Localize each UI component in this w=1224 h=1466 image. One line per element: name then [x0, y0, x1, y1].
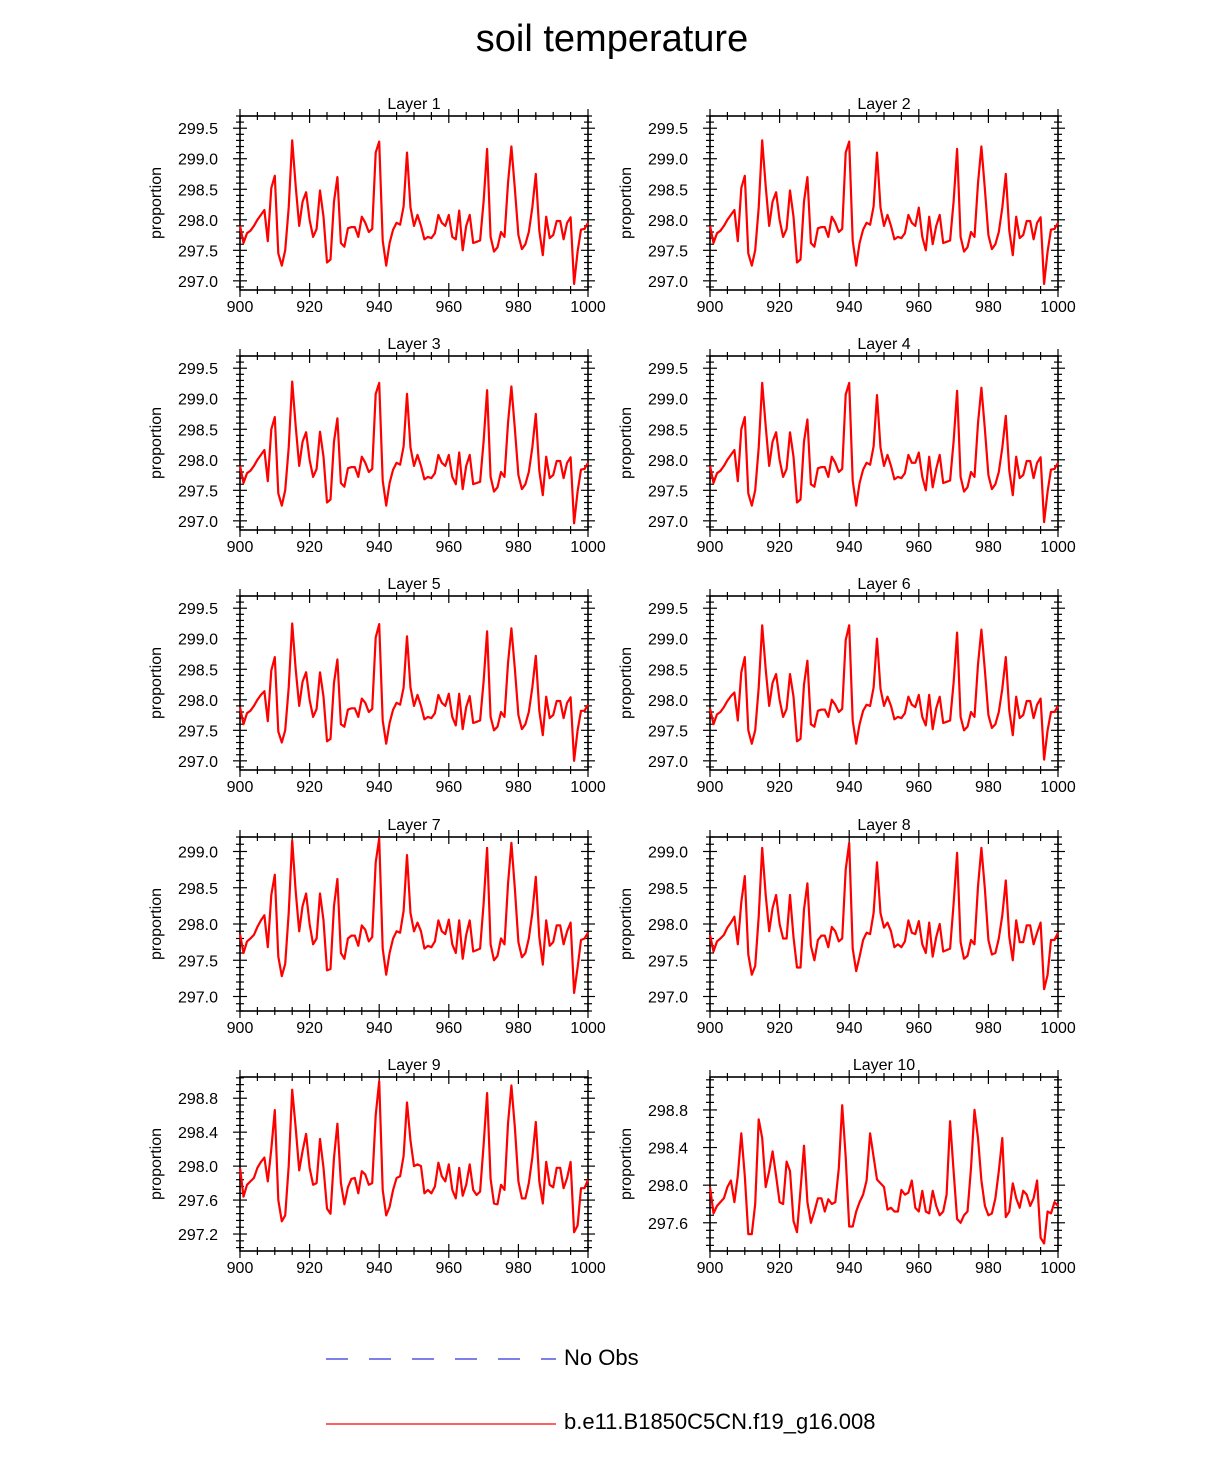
y-tick-label: 298.0 — [647, 1178, 688, 1196]
y-tick-label: 298.8 — [177, 1091, 218, 1109]
x-tick-label: 900 — [696, 299, 724, 316]
panel-title: Layer 1 — [387, 96, 441, 113]
legend-item-model-run — [326, 1409, 926, 1439]
panel-title: Layer 2 — [857, 96, 911, 113]
y-tick-label: 299.0 — [177, 631, 218, 649]
y-tick-label: 297.5 — [177, 723, 218, 741]
y-tick-label: 297.6 — [647, 1215, 688, 1233]
x-tick-label: 1000 — [570, 779, 606, 796]
panel-title: Layer 4 — [857, 336, 911, 353]
y-tick-label: 297.6 — [177, 1193, 218, 1211]
y-tick-label: 298.0 — [647, 917, 688, 934]
x-tick-label: 1000 — [570, 539, 606, 556]
series-line-red — [710, 625, 1058, 759]
x-tick-label: 960 — [435, 779, 463, 796]
y-tick-label: 297.5 — [177, 483, 218, 501]
x-tick-label: 940 — [365, 779, 393, 796]
panel-title: Layer 10 — [852, 1057, 916, 1074]
x-tick-label: 920 — [296, 1260, 323, 1277]
legend-swatch-dashed — [326, 1345, 558, 1375]
plot-panel-6 — [618, 576, 1076, 796]
y-tick-label: 298.5 — [177, 422, 218, 440]
legend-swatch-solid — [326, 1409, 558, 1439]
series-line-red — [240, 624, 588, 761]
x-tick-label: 960 — [435, 299, 463, 316]
plot-panel-2 — [618, 96, 1076, 316]
y-axis-label: proportion — [618, 166, 635, 240]
x-tick-label: 980 — [975, 1020, 1002, 1037]
series-line-red — [710, 1105, 1058, 1243]
panel-title: Layer 9 — [387, 1057, 441, 1074]
x-tick-label: 1000 — [570, 299, 606, 316]
x-tick-label: 1000 — [1040, 299, 1076, 316]
series-line-red — [240, 382, 588, 524]
y-tick-label: 297.0 — [647, 989, 688, 1007]
y-tick-label: 298.0 — [647, 212, 688, 230]
y-tick-label: 299.0 — [647, 631, 688, 649]
x-tick-label: 920 — [766, 1020, 793, 1037]
plot-panel-9 — [148, 1057, 606, 1277]
panel-title: Layer 5 — [387, 576, 441, 593]
x-tick-label: 920 — [766, 299, 793, 316]
y-tick-label: 298.4 — [177, 1125, 218, 1143]
x-tick-label: 1000 — [570, 1260, 606, 1277]
series-line-red — [240, 1081, 588, 1232]
x-tick-label: 940 — [365, 539, 393, 556]
x-tick-label: 900 — [226, 299, 254, 316]
x-tick-label: 940 — [835, 1020, 863, 1037]
y-tick-label: 297.0 — [647, 753, 688, 771]
legend-label-no-obs: No Obs — [564, 1345, 639, 1370]
x-tick-label: 940 — [365, 1260, 393, 1277]
y-tick-label: 298.5 — [647, 880, 688, 898]
y-tick-label: 298.5 — [647, 422, 688, 440]
y-tick-label: 299.0 — [647, 844, 688, 862]
x-tick-label: 980 — [975, 299, 1002, 316]
x-tick-label: 980 — [505, 1260, 532, 1277]
x-tick-label: 940 — [835, 779, 863, 796]
x-tick-label: 1000 — [1040, 1260, 1076, 1277]
y-tick-label: 299.5 — [177, 361, 218, 379]
plot-panel-7 — [148, 817, 606, 1037]
x-tick-label: 940 — [835, 299, 863, 316]
x-tick-label: 980 — [975, 779, 1002, 796]
y-axis-label: proportion — [618, 1127, 635, 1201]
page-title: soil temperature — [475, 18, 749, 60]
y-axis-label: proportion — [618, 406, 635, 480]
x-tick-label: 960 — [905, 299, 933, 316]
y-tick-label: 298.0 — [177, 692, 218, 710]
y-tick-label: 299.0 — [647, 151, 688, 169]
y-tick-label: 298.0 — [177, 917, 218, 934]
x-tick-label: 1000 — [1040, 1020, 1076, 1037]
y-tick-label: 297.0 — [177, 273, 218, 291]
x-tick-label: 960 — [435, 1020, 463, 1037]
x-tick-label: 980 — [505, 779, 532, 796]
y-tick-label: 299.0 — [177, 391, 218, 409]
y-tick-label: 297.2 — [177, 1227, 218, 1245]
x-tick-label: 920 — [296, 779, 323, 796]
series-line-red — [240, 838, 588, 993]
x-tick-label: 1000 — [570, 1020, 606, 1037]
y-tick-label: 299.5 — [647, 601, 688, 619]
x-tick-label: 920 — [296, 1020, 323, 1037]
x-tick-label: 900 — [696, 1020, 724, 1037]
x-tick-label: 940 — [365, 1020, 393, 1037]
y-axis-label: proportion — [148, 646, 165, 720]
y-tick-label: 297.5 — [177, 243, 218, 261]
x-tick-label: 960 — [905, 779, 933, 796]
panel-title: Layer 7 — [387, 817, 441, 834]
y-tick-label: 299.0 — [647, 391, 688, 409]
y-tick-label: 299.0 — [177, 844, 218, 862]
y-axis-label: proportion — [618, 887, 635, 961]
x-tick-label: 1000 — [1040, 779, 1076, 796]
x-tick-label: 960 — [905, 1020, 933, 1037]
x-tick-label: 940 — [835, 539, 863, 556]
y-axis-label: proportion — [148, 887, 165, 961]
y-tick-label: 299.5 — [177, 121, 218, 139]
y-tick-label: 298.5 — [177, 182, 218, 200]
x-tick-label: 920 — [296, 299, 323, 316]
panel-title: Layer 8 — [857, 817, 911, 834]
y-axis-label: proportion — [148, 1127, 165, 1201]
plot-panel-10 — [618, 1057, 1076, 1277]
y-tick-label: 297.5 — [647, 723, 688, 741]
y-tick-label: 298.0 — [647, 452, 688, 470]
y-tick-label: 298.5 — [177, 880, 218, 898]
y-axis-label: proportion — [618, 646, 635, 720]
x-tick-label: 980 — [975, 539, 1002, 556]
plot-panel-5 — [148, 576, 606, 796]
plot-panel-8 — [618, 817, 1076, 1037]
y-tick-label: 298.5 — [647, 662, 688, 680]
x-tick-label: 900 — [696, 779, 724, 796]
x-tick-label: 900 — [226, 1020, 254, 1037]
x-tick-label: 900 — [696, 539, 724, 556]
y-tick-label: 297.5 — [647, 243, 688, 261]
x-tick-label: 960 — [435, 1260, 463, 1277]
y-tick-label: 297.5 — [177, 953, 218, 971]
y-tick-label: 298.4 — [647, 1140, 688, 1158]
x-tick-label: 920 — [766, 539, 793, 556]
y-tick-label: 297.0 — [647, 273, 688, 291]
panel-title: Layer 3 — [387, 336, 441, 353]
y-tick-label: 298.5 — [177, 662, 218, 680]
x-tick-label: 940 — [365, 299, 393, 316]
series-line-red — [710, 843, 1058, 989]
y-tick-label: 299.5 — [177, 601, 218, 619]
x-tick-label: 900 — [226, 779, 254, 796]
y-tick-label: 298.5 — [647, 182, 688, 200]
x-tick-label: 960 — [435, 539, 463, 556]
x-tick-label: 980 — [505, 1020, 532, 1037]
y-tick-label: 298.0 — [647, 692, 688, 710]
y-tick-label: 298.0 — [177, 1159, 218, 1177]
legend-item-no-obs — [326, 1345, 926, 1375]
series-line-red — [710, 140, 1058, 284]
plot-frame — [710, 1077, 1058, 1251]
plot-frame — [710, 596, 1058, 770]
x-tick-label: 900 — [696, 1260, 724, 1277]
plot-panel-4 — [618, 336, 1076, 556]
x-tick-label: 920 — [296, 539, 323, 556]
x-tick-label: 900 — [226, 1260, 254, 1277]
y-tick-label: 297.0 — [177, 753, 218, 771]
y-axis-label: proportion — [148, 406, 165, 480]
plot-panel-1 — [148, 96, 606, 316]
y-tick-label: 298.8 — [647, 1102, 688, 1120]
y-tick-label: 297.5 — [647, 953, 688, 971]
y-axis-label: proportion — [148, 166, 165, 240]
y-tick-label: 298.0 — [177, 212, 218, 230]
y-tick-label: 299.5 — [647, 361, 688, 379]
y-tick-label: 299.5 — [647, 121, 688, 139]
x-tick-label: 980 — [505, 539, 532, 556]
y-tick-label: 297.0 — [647, 513, 688, 531]
x-tick-label: 960 — [905, 1260, 933, 1277]
series-line-red — [710, 383, 1058, 522]
y-tick-label: 297.0 — [177, 513, 218, 531]
x-tick-label: 960 — [905, 539, 933, 556]
x-tick-label: 980 — [505, 299, 532, 316]
x-tick-label: 980 — [975, 1260, 1002, 1277]
x-tick-label: 900 — [226, 539, 254, 556]
x-tick-label: 920 — [766, 1260, 793, 1277]
panel-title: Layer 6 — [857, 576, 911, 593]
series-line-red — [240, 140, 588, 284]
plot-panel-3 — [148, 336, 606, 556]
x-tick-label: 920 — [766, 779, 793, 796]
plot-frame — [240, 596, 588, 770]
legend-label-model-run: b.e11.B1850C5CN.f19_g16.008 — [564, 1409, 876, 1434]
y-tick-label: 299.0 — [177, 151, 218, 169]
y-tick-label: 298.0 — [177, 452, 218, 470]
y-tick-label: 297.5 — [647, 483, 688, 501]
x-tick-label: 940 — [835, 1260, 863, 1277]
x-tick-label: 1000 — [1040, 539, 1076, 556]
y-tick-label: 297.0 — [177, 989, 218, 1007]
